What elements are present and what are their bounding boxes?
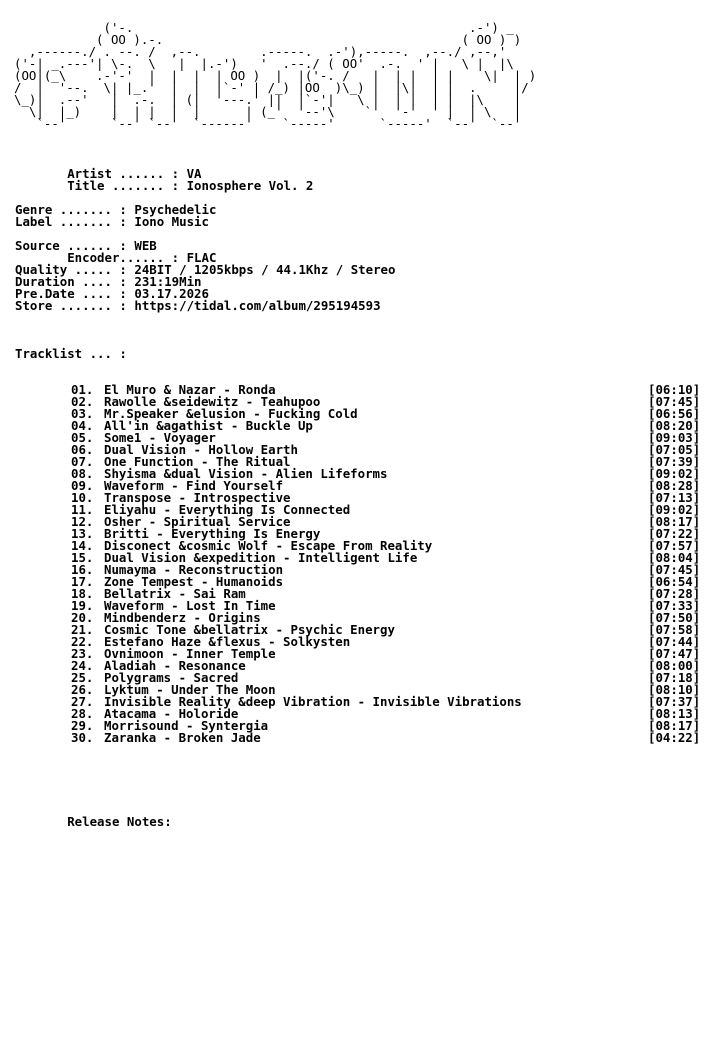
- track-title: Numayma - Reconstruction: [104, 562, 284, 577]
- track-number: 12.: [71, 514, 94, 529]
- track-title: Osher - Spiritual Service: [104, 514, 291, 529]
- track-duration: [07:45]: [648, 562, 701, 577]
- track-duration: [08:17]: [648, 718, 701, 733]
- track-number: 03.: [71, 406, 94, 421]
- track-duration: [06:10]: [648, 382, 701, 397]
- title-line: Title ....... : Ionosphere Vol. 2: [15, 178, 314, 193]
- track-title: Morrisound - Syntergia: [104, 718, 269, 733]
- track-number: 28.: [71, 706, 94, 721]
- track-duration: [07:22]: [648, 526, 701, 541]
- predate-line: Pre.Date .... : 03.17.2026: [15, 286, 209, 301]
- track-title: All'in &agathist - Buckle Up: [104, 418, 313, 433]
- track-duration: [07:28]: [648, 586, 701, 601]
- track-title: Shyisma &dual Vision - Alien Lifeforms: [104, 466, 388, 481]
- track-row: [0, 732, 712, 744]
- track-duration: [04:22]: [648, 730, 701, 745]
- track-duration: [07:18]: [648, 670, 701, 685]
- duration-line: Duration .... : 231:19Min: [15, 274, 202, 289]
- track-number: 08.: [71, 466, 94, 481]
- artist-line: Artist ...... : VA: [15, 166, 202, 181]
- track-duration: [07:57]: [648, 538, 701, 553]
- track-title: El Muro & Nazar - Ronda: [104, 382, 276, 397]
- track-title: One Function - The Ritual: [104, 454, 291, 469]
- track-duration: [09:02]: [648, 502, 701, 517]
- track-number: 29.: [71, 718, 94, 733]
- logo-line: ('-| _.---'| \-. \ | |.-') ' .--./ ( OO' .-. ' | \ | |\: [14, 56, 514, 71]
- label-line: Label ....... : Iono Music: [15, 214, 209, 229]
- track-duration: [06:56]: [648, 406, 701, 421]
- track-title: Cosmic Tone &bellatrix - Psychic Energy: [104, 622, 395, 637]
- track-duration: [08:28]: [648, 478, 701, 493]
- track-title: Ovnimoon - Inner Temple: [104, 646, 276, 661]
- quality-line: Quality ..... : 24BIT / 1205kbps / 44.1Khz / Stereo: [15, 262, 396, 277]
- genre-line: Genre ....... : Psychedelic: [15, 202, 217, 217]
- logo-line: (OO|(_\ .-'-' | | | | OO ) | |('-. / | | | | | \| | ): [14, 68, 537, 83]
- track-title: Lyktum - Under The Moon: [104, 682, 276, 697]
- track-duration: [07:05]: [648, 442, 701, 457]
- track-duration: [07:50]: [648, 610, 701, 625]
- logo-line: / | '--. \| |_.' | | |`-' | /_) |OO )\_) | |\| | | . |/: [14, 80, 529, 95]
- track-duration: [07:33]: [648, 598, 701, 613]
- track-number: 27.: [71, 694, 94, 709]
- track-number: 23.: [71, 646, 94, 661]
- track-number: 20.: [71, 610, 94, 625]
- track-duration: [09:02]: [648, 466, 701, 481]
- track-number: 09.: [71, 478, 94, 493]
- track-duration: [08:13]: [648, 706, 701, 721]
- logo-line: ,------./ . --. / ,--. .-----. .-'),-----. ,--./ ,--,': [14, 44, 507, 59]
- track-duration: [06:54]: [648, 574, 701, 589]
- track-number: 04.: [71, 418, 94, 433]
- track-duration: [07:37]: [648, 694, 701, 709]
- track-title: Invisible Reality &deep Vibration - Invisible Vibrations: [104, 694, 522, 709]
- track-number: 19.: [71, 598, 94, 613]
- track-title: Eliyahu - Everything Is Connected: [104, 502, 351, 517]
- track-title: Mindbenderz - Origins: [104, 610, 261, 625]
- track-number: 16.: [71, 562, 94, 577]
- track-duration: [08:20]: [648, 418, 701, 433]
- track-number: 15.: [71, 550, 94, 565]
- track-number: 24.: [71, 658, 94, 673]
- track-number: 05.: [71, 430, 94, 445]
- track-number: 22.: [71, 634, 94, 649]
- logo-line: \_)| .--' | .-. | (| '---.' || |`-'| \ | | | | | |\ |: [14, 92, 522, 107]
- track-number: 14.: [71, 538, 94, 553]
- track-number: 01.: [71, 382, 94, 397]
- track-title: Polygrams - Sacred: [104, 670, 239, 685]
- track-duration: [08:10]: [648, 682, 701, 697]
- track-duration: [07:45]: [648, 394, 701, 409]
- logo-line: \| |_) | | | | | | (_' '--'\ `' '-' ' | | \ |: [14, 104, 522, 119]
- track-title: Transpose - Introspective: [104, 490, 291, 505]
- track-duration: [07:13]: [648, 490, 701, 505]
- track-title: Some1 - Voyager: [104, 430, 216, 445]
- track-number: 11.: [71, 502, 94, 517]
- track-number: 07.: [71, 454, 94, 469]
- track-title: Britti - Everything Is Energy: [104, 526, 321, 541]
- track-number: 25.: [71, 670, 94, 685]
- source-line: Source ...... : WEB: [15, 238, 157, 253]
- track-number: 10.: [71, 490, 94, 505]
- track-duration: [08:17]: [648, 514, 701, 529]
- track-title: Rawolle &seidewitz - Teahupoo: [104, 394, 321, 409]
- track-title: Mr.Speaker &elusion - Fucking Cold: [104, 406, 358, 421]
- store-line: Store ....... : https://tidal.com/album/295194593: [15, 298, 381, 313]
- logo-line: ('-. .-') _: [14, 20, 514, 35]
- track-number: 06.: [71, 442, 94, 457]
- track-title: Zaranka - Broken Jade: [104, 730, 261, 745]
- track-duration: [09:03]: [648, 430, 701, 445]
- release-notes-heading: Release Notes:: [15, 814, 172, 829]
- track-duration: [08:00]: [648, 658, 701, 673]
- track-title: Bellatrix - Sai Ram: [104, 586, 246, 601]
- encoder-line: Encoder...... : FLAC: [15, 250, 217, 265]
- track-number: 13.: [71, 526, 94, 541]
- track-title: Disconect &cosmic Wolf - Escape From Reality: [104, 538, 433, 553]
- track-duration: [07:47]: [648, 646, 701, 661]
- logo-line: `--' `--' `--' `------' `-----' `-----' `--' `--': [14, 116, 522, 131]
- track-title: Dual Vision - Hollow Earth: [104, 442, 298, 457]
- track-duration: [07:39]: [648, 454, 701, 469]
- track-duration: [08:04]: [648, 550, 701, 565]
- track-number: 26.: [71, 682, 94, 697]
- track-number: 30.: [71, 730, 94, 745]
- tracklist-heading: Tracklist ... :: [15, 346, 127, 361]
- track-number: 17.: [71, 574, 94, 589]
- track-title: Aladiah - Resonance: [104, 658, 246, 673]
- track-number: 21.: [71, 622, 94, 637]
- track-title: Dual Vision &expedition - Intelligent Life: [104, 550, 418, 565]
- track-duration: [07:44]: [648, 634, 701, 649]
- track-number: 02.: [71, 394, 94, 409]
- track-title: Estefano Haze &flexus - Solkysten: [104, 634, 351, 649]
- track-title: Zone Tempest - Humanoids: [104, 574, 284, 589]
- track-title: Waveform - Lost In Time: [104, 598, 276, 613]
- track-title: Atacama - Holoride: [104, 706, 239, 721]
- track-duration: [07:58]: [648, 622, 701, 637]
- track-number: 18.: [71, 586, 94, 601]
- logo-line: ( OO ).-. ( OO ) ): [14, 32, 522, 47]
- track-title: Waveform - Find Yourself: [104, 478, 284, 493]
